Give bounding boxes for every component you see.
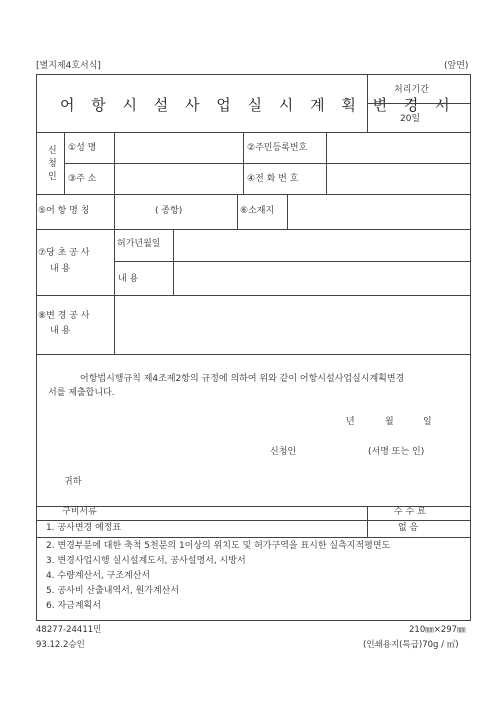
document-item: 2. 변경부분에 대한 축척 5천분의 1이상의 위치도 및 허가구역을 표시한 실측지적평면도 — [46, 541, 391, 551]
original-content-field[interactable] — [175, 263, 468, 293]
applicant-sign-label: 신청인 — [270, 447, 297, 457]
approval-date: 93.12.2승인 — [36, 640, 85, 650]
page-side-label: (앞면) — [444, 61, 469, 71]
form-code: 48277-24411민 — [36, 625, 102, 635]
form-title: 어 항 시 설 사 업 실 시 계 획 변 경 서 — [60, 96, 456, 114]
location-field[interactable] — [289, 196, 468, 227]
date-day-label: 일 — [423, 417, 432, 427]
phone-field[interactable] — [328, 165, 468, 192]
paper-type: (인쇄용지(특급)70g / ㎡) — [363, 640, 459, 650]
address-field[interactable] — [116, 165, 241, 192]
location-label: ⑥소재지 — [240, 206, 275, 216]
statement-line-2: 서를 제출합니다. — [48, 388, 115, 398]
change-work-label: ⑧변 경 공 사 — [38, 311, 90, 321]
applicant-label-1: 신 — [48, 146, 57, 156]
applicant-label-3: 인 — [48, 172, 57, 182]
statement-line-1: 어항법시행규칙 제4조제2항의 규정에 의하여 위와 같이 어항시설사업실시계획변경 — [80, 374, 405, 384]
name-label: ①성 명 — [68, 143, 97, 153]
date-year-label: 년 — [346, 417, 355, 427]
document-item: 4. 수량계산서, 구조계산서 — [46, 571, 151, 581]
date-month-label: 월 — [385, 417, 394, 427]
address-label: ③주 소 — [68, 174, 97, 184]
processing-period-label: 처리기간 — [394, 85, 429, 95]
signature-label: (서명 또는 인) — [368, 447, 425, 457]
original-work-label: ⑦당 초 공 사 — [38, 248, 90, 258]
document-item: 6. 자금계획서 — [46, 601, 101, 611]
document-item: 3. 변경사업시행 실시설계도서, 공사설명서, 시방서 — [46, 556, 246, 566]
port-name-label: ⑤어 항 명 칭 — [38, 206, 90, 216]
document-item: 5. 공사비 산출내역서, 원가계산서 — [46, 586, 180, 596]
permit-date-field[interactable] — [175, 231, 468, 259]
addressee-label: 귀하 — [64, 477, 82, 487]
processing-period-value: 20일 — [400, 114, 421, 124]
fee-header: 수 수 료 — [394, 507, 426, 517]
permit-date-label: 허가년월일 — [117, 239, 161, 249]
name-field[interactable] — [116, 134, 241, 161]
change-work-label-2: 내 용 — [50, 326, 71, 336]
original-content-label: 내 용 — [118, 274, 139, 284]
form-number: [별지제4호서식] — [36, 61, 101, 71]
fee-value: 없 음 — [398, 523, 419, 533]
reg-no-field[interactable] — [328, 134, 468, 161]
documents-header: 구비서류 — [62, 507, 97, 517]
original-work-label-2: 내 용 — [50, 264, 71, 274]
applicant-label-2: 청 — [48, 159, 57, 169]
phone-label: ④전 화 번 호 — [247, 174, 299, 184]
change-content-field[interactable] — [116, 297, 468, 352]
port-class-field[interactable]: ( 종항) — [155, 206, 183, 216]
paper-size: 210㎜×297㎜ — [409, 625, 466, 635]
reg-no-label: ②주민등록번호 — [247, 143, 308, 153]
document-item: 1. 공사변경 예정표 — [46, 523, 122, 533]
